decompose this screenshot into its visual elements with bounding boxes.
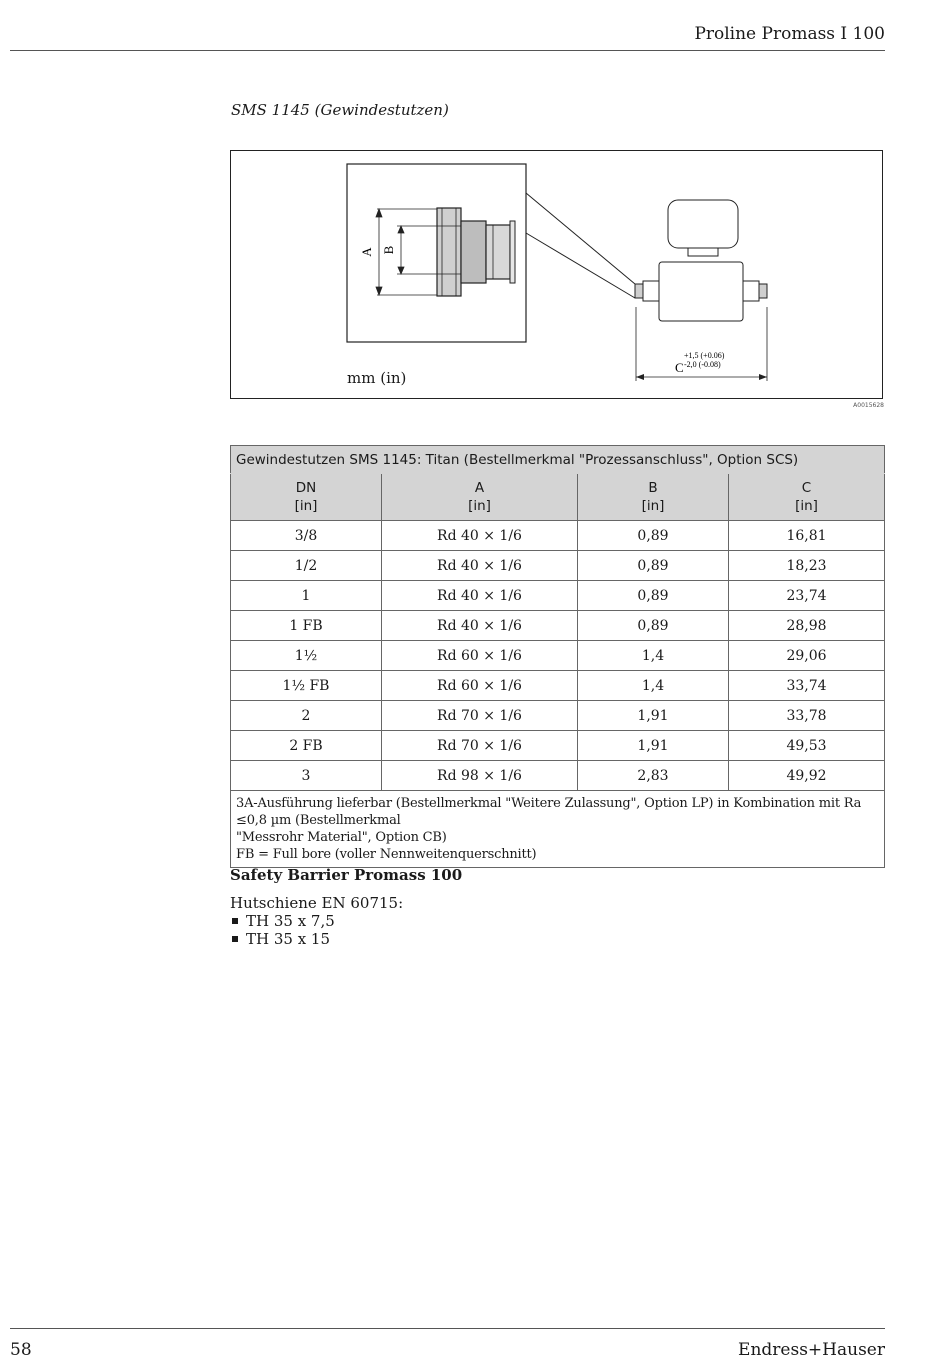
cell-b: 0,89 [578,521,729,551]
header-b-unit: [in] [641,498,665,514]
cell-a: Rd 40 × 1/6 [382,581,578,611]
header-b [578,474,729,521]
cell-b: 0,89 [578,551,729,581]
dim-a-label: A [359,247,374,257]
cell-b: 0,89 [578,581,729,611]
cell-c: 29,06 [729,641,885,671]
cell-c: 49,53 [729,731,885,761]
cell-a: Rd 40 × 1/6 [382,521,578,551]
header-dn-name: DN [295,480,317,496]
threaded-fitting-detail [437,208,515,296]
dim-b-label: B [381,245,396,255]
bullet-icon [232,936,238,942]
drawing-svg [231,151,884,400]
cell-a: Rd 70 × 1/6 [382,731,578,761]
dim-c-label: C [675,360,684,375]
table-header-row [231,474,885,521]
table-row [231,701,885,731]
table-title: Gewindestutzen SMS 1145: Titan (Bestellmerkmal "Prozessanschluss", Option SCS) [231,446,885,474]
table-row [231,731,885,761]
cell-dn: 1½ FB [231,671,382,701]
list-item-text: TH 35 x 15 [246,930,331,948]
table-row [231,581,885,611]
cell-c: 23,74 [729,581,885,611]
callout-line-top [526,193,635,284]
header-a [382,474,578,521]
cell-dn: 3/8 [231,521,382,551]
list-item-text: TH 35 x 7,5 [246,912,335,930]
table-row [231,641,885,671]
cell-dn: 2 FB [231,731,382,761]
bullet-list [230,912,335,948]
header-a-unit: [in] [468,498,491,514]
tolerance-plus: +1,5 (+0.06) [684,351,725,360]
cell-a: Rd 70 × 1/6 [382,701,578,731]
cell-dn: 3 [231,761,382,791]
header-rule [10,50,885,51]
technical-drawing [230,150,883,399]
cell-dn: 1/2 [231,551,382,581]
table-notes-row [231,791,885,868]
cell-a: Rd 40 × 1/6 [382,551,578,581]
cell-b: 2,83 [578,761,729,791]
cell-dn: 1 [231,581,382,611]
header-dn [231,474,382,521]
table-row [231,521,885,551]
cell-a: Rd 40 × 1/6 [382,611,578,641]
list-item [230,930,335,948]
table-row [231,611,885,641]
footer-brand: Endress+Hauser [738,1340,885,1360]
cell-c: 33,74 [729,671,885,701]
cell-b: 1,91 [578,731,729,761]
table-row [231,671,885,701]
cell-dn: 2 [231,701,382,731]
header-b-name: B [648,480,658,496]
cell-dn: 1½ [231,641,382,671]
table-notes [231,791,885,868]
header-c-unit: [in] [795,498,818,514]
spec-table [230,445,885,868]
cell-a: Rd 98 × 1/6 [382,761,578,791]
unit-label: mm (in) [347,369,407,387]
bullet-icon [232,918,238,924]
cell-b: 1,4 [578,641,729,671]
page-number: 58 [10,1340,32,1360]
header-a-name: A [474,480,485,496]
cell-a: Rd 60 × 1/6 [382,641,578,671]
table-row [231,761,885,791]
cell-b: 1,91 [578,701,729,731]
tolerance-minus: -2,0 (-0.08) [684,360,721,369]
footer-rule [10,1328,885,1329]
cell-b: 1,4 [578,671,729,701]
figure-id: A0015628 [853,402,884,409]
table-title-row [231,446,885,474]
cell-c: 18,23 [729,551,885,581]
header-c [729,474,885,521]
table-row [231,551,885,581]
cell-c: 33,78 [729,701,885,731]
cell-dn: 1 FB [231,611,382,641]
header-title: Proline Promass I 100 [694,24,885,44]
cell-a: Rd 60 × 1/6 [382,671,578,701]
cell-c: 16,81 [729,521,885,551]
note-line: FB = Full bore (voller Nennweitenquerschnitt) [236,847,537,862]
cell-b: 0,89 [578,611,729,641]
cell-c: 28,98 [729,611,885,641]
list-item [230,912,335,930]
section-intro: Hutschiene EN 60715: [230,894,404,912]
header-dn-unit: [in] [294,498,318,514]
note-line: 3A-Ausführung lieferbar (Bestellmerkmal "Weitere Zulassung", Option LP) in Kombination mit Ra ≤0,8 µm (Bestellmerkmal [236,796,862,828]
callout-line-bottom [526,233,635,298]
cell-c: 49,92 [729,761,885,791]
note-line: "Messrohr Material", Option CB) [236,830,447,845]
section-heading: Safety Barrier Promass 100 [230,866,463,884]
figure-caption: SMS 1145 (Gewindestutzen) [231,101,449,119]
header-c-name: C [801,480,812,496]
